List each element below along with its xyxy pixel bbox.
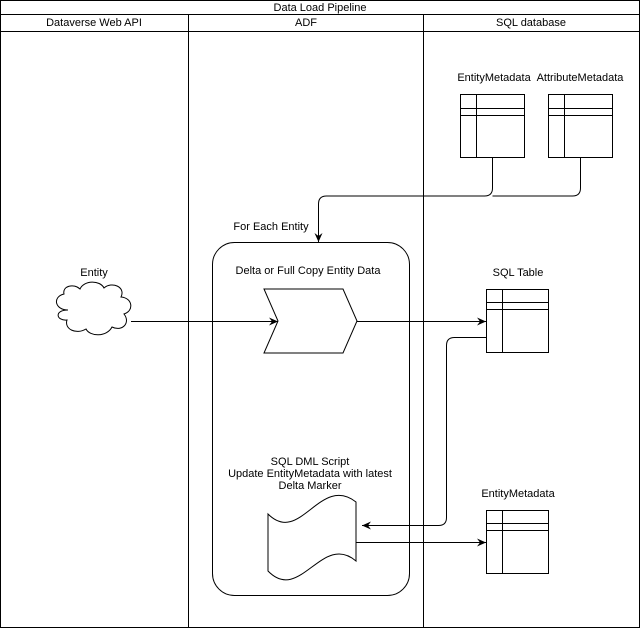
lane-header-adf: ADF bbox=[295, 17, 317, 29]
attribute-metadata-table-icon bbox=[549, 95, 613, 158]
foreach-label: For Each Entity bbox=[233, 221, 309, 233]
dml-script-line-2: Update EntityMetadata with latest bbox=[228, 468, 392, 480]
dml-script-line-3: Delta Marker bbox=[278, 480, 342, 492]
entity-metadata-bottom-table-icon bbox=[487, 511, 549, 574]
entity-metadata-top-table-icon bbox=[461, 95, 525, 158]
sql-table-label: SQL Table bbox=[492, 267, 544, 279]
attribute-metadata-label: AttributeMetadata bbox=[536, 72, 624, 84]
entity-metadata-bottom-label: EntityMetadata bbox=[481, 488, 555, 500]
entity-cloud-icon bbox=[56, 282, 130, 335]
sql-table-icon bbox=[487, 290, 549, 353]
metadata-to-foreach-arrow bbox=[319, 158, 493, 242]
dml-script-line-1: SQL DML Script bbox=[270, 456, 350, 468]
entity-metadata-top-label: EntityMetadata bbox=[457, 72, 531, 84]
copy-activity-label: Delta or Full Copy Entity Data bbox=[235, 265, 381, 277]
dml-script-icon bbox=[268, 495, 356, 579]
lane-header-dataverse: Dataverse Web API bbox=[46, 17, 142, 29]
lane-header-sql: SQL database bbox=[496, 17, 566, 29]
sql-table-to-dml-arrow bbox=[362, 338, 487, 526]
attribute-metadata-connector bbox=[493, 158, 581, 196]
entity-label: Entity bbox=[80, 267, 108, 279]
diagram-title: Data Load Pipeline bbox=[273, 2, 367, 14]
